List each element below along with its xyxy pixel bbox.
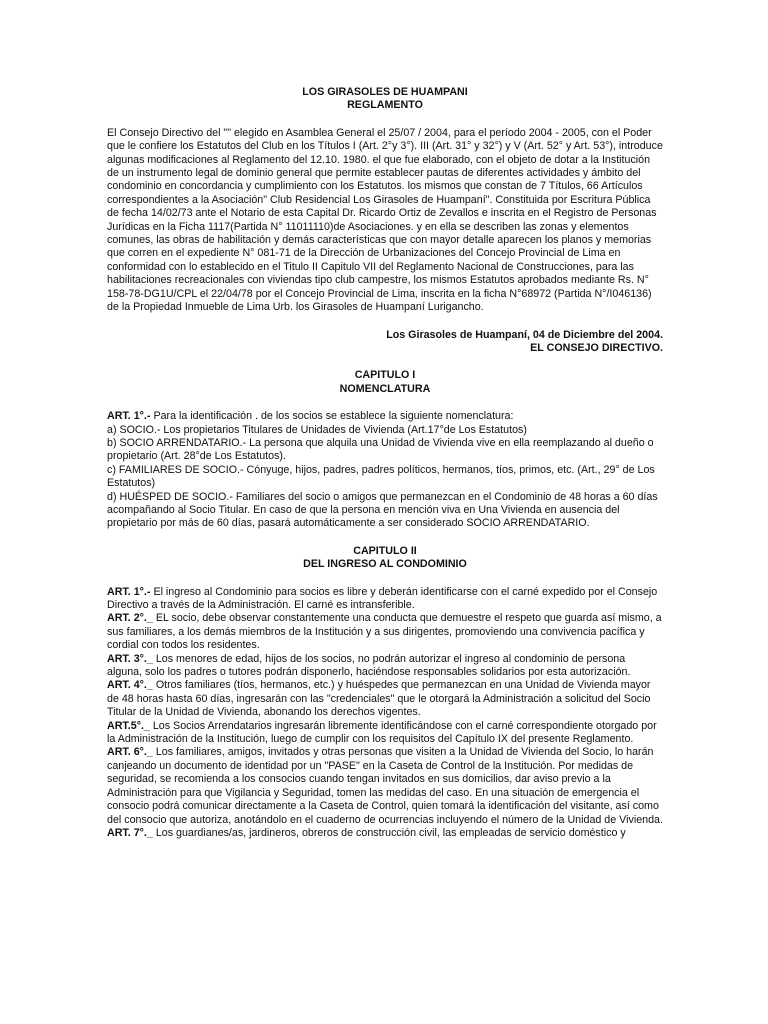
- article-text: Los familiares, amigos, invitados y otras personas que visiten a la Unidad de Vivienda del Socio, lo harán canjeando un documento de identidad por un "PASE" en la Caseta de Control de la Institución. Por medidas de seguridad, se recomienda a los consocios cuando tengan invitados en sus domicilios, dar aviso previo a la Administración para que Vigilancia y Seguridad, tomen las medidas del caso. En una situación de emergencia el consocio podrá comunicar directamente a la Caseta de Control, quien tomará la identificación del visitante, así como del consocio que autoriza, anotándolo en el cuaderno de ocurrencias incluyendo el número de la Unidad de Vivienda.: [107, 746, 663, 826]
- article-text: El ingreso al Condominio para socios es libre y deberán identificarse con el carné expedido por el Consejo Directivo a través de la Administración. El carné es intransferible.: [107, 585, 658, 611]
- chapter2-article-1: [107, 586, 663, 613]
- document-subtitle: REGLAMENTO: [347, 99, 423, 112]
- chapter2-article-2: [107, 612, 663, 652]
- chapter2-article-4: [107, 679, 663, 719]
- chapter1-title: CAPITULO I: [354, 369, 416, 382]
- chapter2-title: CAPITULO II: [353, 544, 417, 557]
- article-text: Otros familiares (tíos, hermanos, etc.) y huéspedes que permanezcan en una Unidad de Vivienda mayor de 48 horas hasta 60 días, ingresarán con las "credenciales" que le otorgará la Administración a solicitud del Socio Titular de la Unidad de Vivienda, abonando los derechos vigentes.: [107, 679, 651, 719]
- article-label: ART. 7°._: [107, 826, 153, 839]
- signature-signer: EL CONSEJO DIRECTIVO.: [530, 341, 663, 354]
- nomenclature-item-a: a) SOCIO.- Los propietarios Titulares de Unidades de Vivienda (Art.17°de Los Estatutos): [107, 423, 527, 436]
- chapter1-article-1: [107, 410, 663, 423]
- document-title: LOS GIRASOLES DE HUAMPANI: [302, 86, 468, 98]
- article-text: EL socio, debe observar constantemente una conducta que demuestre el respeto que guarda así mismo, a sus familiares, a los demás miembros de la Institución y a sus dirigentes, promoviendo una convivencia pacífica y cordial con todos los residentes.: [107, 612, 662, 652]
- nomenclature-item-b: b) SOCIO ARRENDATARIO.- La persona que alquila una Unidad de Vivienda vive en ella reemplazando al dueño o propietario (Art. 28°de Los Estatutos).: [107, 436, 654, 463]
- article-label: ART. 4°._: [107, 679, 153, 692]
- article-label: ART. 2°._: [107, 612, 153, 625]
- article-text: Los Socios Arrendatarios ingresarán libremente identificándose con el carné correspondiente otorgado por la Administración de la Institución, luego de cumplir con los requisitos del Capítulo IX del presente Reglamento.: [107, 719, 657, 746]
- article-label: ART. 1°.-: [107, 585, 151, 598]
- nomenclature-item-d: d) HUÉSPED DE SOCIO.- Familiares del socio o amigos que permanezcan en el Condominio de 48 horas a 60 días acompañando al Socio Titular. En caso de que la persona en mención viva en Una Vivienda en ausencia del propietario por más de 60 días, pasará automáticamente a ser considerado SOCIO ARRENDATARIO.: [107, 490, 658, 530]
- article-text: Los guardianes/as, jardineros, obreros de construcción civil, las empleadas de servicio doméstico y: [152, 826, 626, 839]
- chapter2-article-3: [107, 653, 663, 680]
- article-label: ART. 1°.-: [107, 410, 151, 423]
- article-label: ART. 6°._: [107, 746, 153, 759]
- article-label: ART. 3°._: [107, 652, 153, 665]
- signature-place-date: Los Girasoles de Huampaní, 04 de Diciembre del 2004.: [386, 328, 663, 341]
- chapter2-article-7: [107, 827, 663, 840]
- nomenclature-item-c: c) FAMILIARES DE SOCIO.- Cónyuge, hijos, padres, padres políticos, hermanos, tíos, primos, etc. (Art., 29° de Los Estatutos): [107, 463, 655, 490]
- article-text: Para la identificación . de los socios se establece la siguiente nomenclatura:: [150, 410, 514, 423]
- chapter2-article-5: [107, 720, 663, 747]
- chapter2-subtitle: DEL INGRESO AL CONDOMINIO: [303, 558, 467, 571]
- chapter2-article-6: [107, 746, 663, 826]
- intro-paragraph: El Consejo Directivo del "" elegido en Asamblea General el 25/07 / 2004, para el período 2004 - 2005, con el Poder que le confiere los Estatutos del Club en los Títulos I (Art. 2°y 3°). III (Art. 31° y 32°) y V (Art. 52° y Art. 53°), introduce algunas modificaciones al Reglamento del 12.10. 1980. el que fue elaborado, con el objeto de dotar a la Institución de un instrumento legal de dominio general que permite establecer pautas de diferentes actividades y ámbito del condominio en concordancia y cumplimiento con los Estatutos. los mismos que constan de 7 Títulos, 66 Artículos correspondientes a la Asociación" Club Residencial Los Girasoles de Huampaní". Constituida por Escritura Pública de fecha 14/02/73 ante el Notario de esta Capital Dr. Ricardo Ortiz de Zevallos e inscrita en el Registro de Personas Jurídicas en la Ficha 1117(Partida N° 11011110)de Asociaciones. y en ella se describen las zonas y elementos comunes, las obras de habilitación y demás características que con mayor detalle aparecen los planos y memorias que corren en el expediente N° 081-71 de la Dirección de Urbanizaciones del Concejo Provincial de Lima en conformidad con lo establecido en el Titulo II Capitulo VII del Reglamento Nacional de Construcciones, para las habilitaciones recreacionales con viviendas tipo club campestre, los mismos Estatutos aprobados mediante Rs. N° 158-78-DG1U/CPL el 22/04/78 por el Concejo Provincial de Lima, inscrita en la ficha N°68972 (Partida N°/I046136) de la Propiedad Inmueble de Lima Urb. los Girasoles de Huampaní Lurigancho.: [107, 126, 663, 314]
- article-text: Los menores de edad, hijos de los socios, no podrán autorizar el ingreso al condominio de persona alguna, solo los padres o tutores podrán disponerlo, haciéndose responsables solidarios por esta autorización.: [107, 652, 631, 679]
- document-page: [107, 86, 663, 840]
- article-label: ART.5°._: [107, 719, 150, 732]
- chapter1-subtitle: NOMENCLATURA: [339, 382, 431, 395]
